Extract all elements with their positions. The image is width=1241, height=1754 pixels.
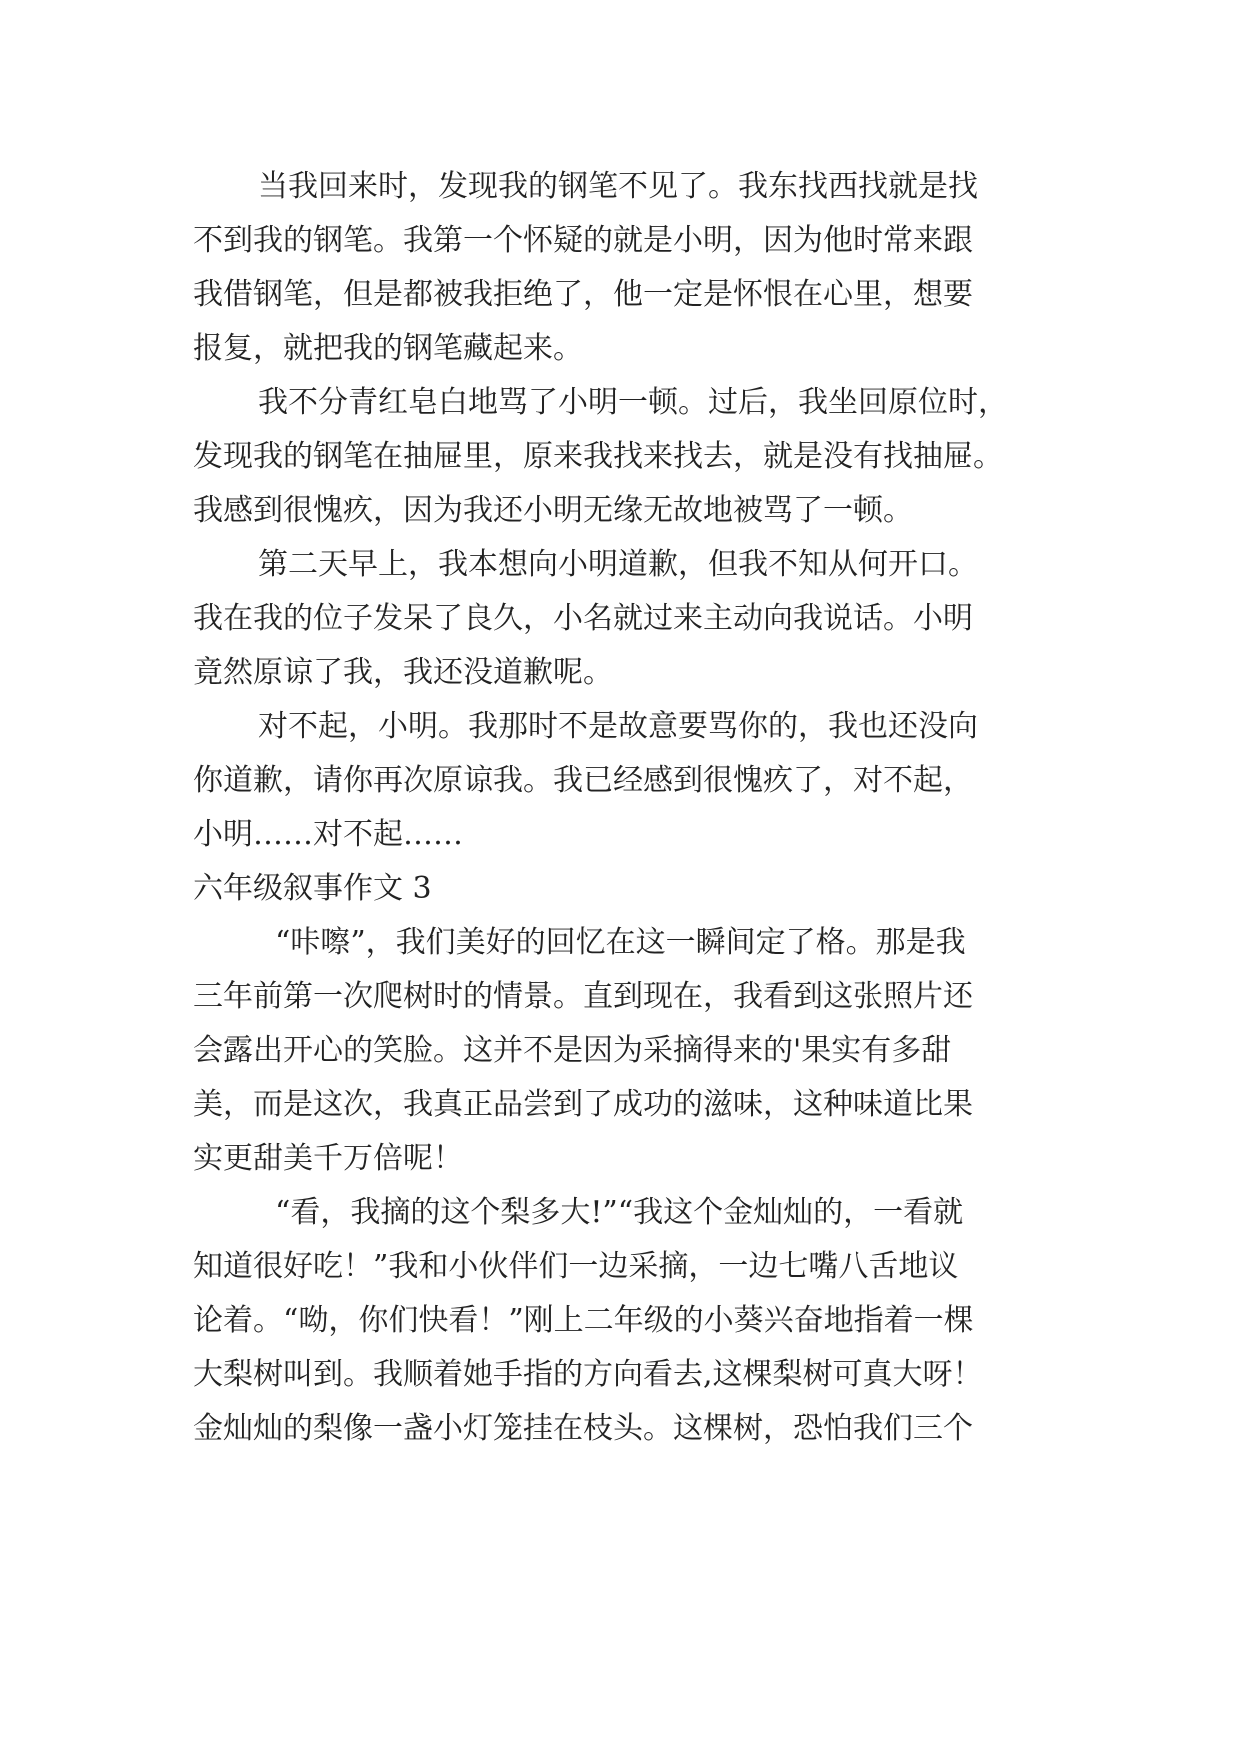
paragraph-5-line-2: 三年前第一次爬树时的情景。直到现在，我看到这张照片还 bbox=[193, 979, 973, 1014]
paragraph-6-line-2: 知道很好吃！”我和小伙伴们一边采摘，一边七嘴八舌地议 bbox=[193, 1249, 959, 1284]
paragraph-6-line-1: “看，我摘的这个梨多大!”“我这个金灿灿的，一看就 bbox=[275, 1195, 964, 1230]
paragraph-3-line-3: 竟然原谅了我，我还没道歉呢。 bbox=[193, 655, 613, 690]
paragraph-6-line-5: 金灿灿的梨像一盏小灯笼挂在枝头。这棵树，恐怕我们三个 bbox=[193, 1411, 973, 1446]
paragraph-4-line-1: 对不起，小明。我那时不是故意要骂你的，我也还没向 bbox=[258, 709, 978, 744]
paragraph-6-line-3: 论着。“呦，你们快看！”刚上二年级的小葵兴奋地指着一棵 bbox=[193, 1303, 974, 1338]
paragraph-2-line-2: 发现我的钢笔在抽屉里，原来我找来找去，就是没有找抽屉。 bbox=[193, 439, 1003, 474]
paragraph-4-line-3: 小明……对不起…… bbox=[193, 817, 463, 852]
paragraph-5-line-4: 美，而是这次，我真正品尝到了成功的滋味，这种味道比果 bbox=[193, 1087, 973, 1122]
paragraph-1-line-4: 报复，就把我的钢笔藏起来。 bbox=[193, 331, 583, 366]
paragraph-1-line-2: 不到我的钢笔。我第一个怀疑的就是小明，因为他时常来跟 bbox=[193, 223, 973, 258]
paragraph-5-line-5: 实更甜美千万倍呢！ bbox=[193, 1141, 463, 1176]
paragraph-1-line-3: 我借钢笔，但是都被我拒绝了，他一定是怀恨在心里，想要 bbox=[193, 277, 973, 312]
paragraph-2-line-1: 我不分青红皂白地骂了小明一顿。过后，我坐回原位时， bbox=[258, 385, 1008, 420]
section-heading: 六年级叙事作文 3 bbox=[193, 871, 432, 906]
paragraph-5-line-3: 会露出开心的笑脸。这并不是因为采摘得来的'果实有多甜 bbox=[193, 1033, 952, 1068]
paragraph-1-line-1: 当我回来时，发现我的钢笔不见了。我东找西找就是找 bbox=[258, 169, 978, 204]
paragraph-4-line-2: 你道歉，请你再次原谅我。我已经感到很愧疚了，对不起， bbox=[193, 763, 973, 798]
paragraph-6-line-4: 大梨树叫到。我顺着她手指的方向看去,这棵梨树可真大呀！ bbox=[193, 1357, 983, 1392]
paragraph-2-line-3: 我感到很愧疚，因为我还小明无缘无故地被骂了一顿。 bbox=[193, 493, 913, 528]
paragraph-5-line-1: “咔嚓”，我们美好的回忆在这一瞬间定了格。那是我 bbox=[275, 925, 966, 960]
paragraph-3-line-2: 我在我的位子发呆了良久，小名就过来主动向我说话。小明 bbox=[193, 601, 973, 636]
paragraph-3-line-1: 第二天早上，我本想向小明道歉，但我不知从何开口。 bbox=[258, 547, 978, 582]
